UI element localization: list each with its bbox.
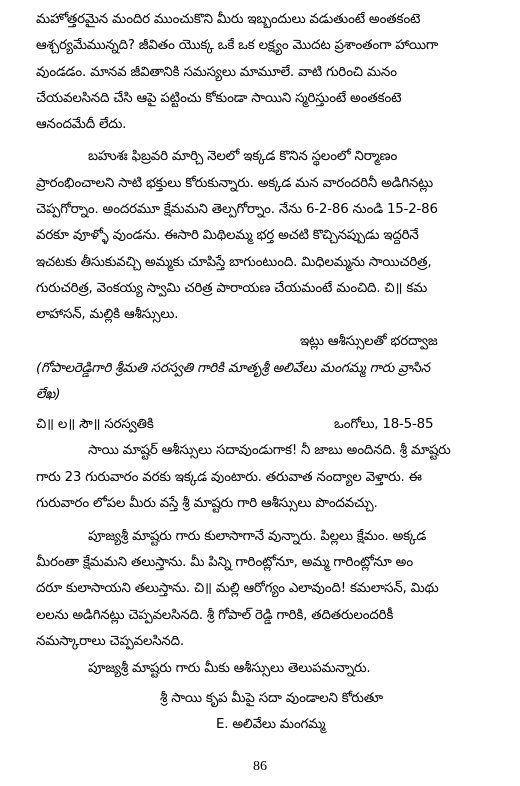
text-line: పూజ్యశ్రీ మాష్టరు గారు మీకు ఆశీస్సులు తెలుపమన్నారు. — [88, 661, 371, 676]
text-line: లలను అడిగినట్లు చెప్పవలసినది. శ్రీ గోపాల్ రెడ్డి గారికి, తదితరులందరికీ — [36, 608, 394, 623]
signature-line: ఇట్లు ఆశీస్సులతో భరద్వాజ — [300, 334, 438, 349]
text-line: దరూ కులాసాయని తలుస్తాను. చి॥ మల్లి ఆరోగ్యం ఎలావుంది! కమలాసన్, మిథు — [36, 581, 439, 596]
text-line: ఆశ్చర్యమేమున్నది? జీవితం యొక్క ఒకే ఒక లక్ష్యం మొదట ప్రశాంతంగా హాయిగా — [36, 38, 439, 53]
text-line: ఇచటకు తీసుకువచ్చి అమ్మకు చూపిస్తే బాగుంటుంది. మిధిలమ్మను సాయిచరిత్ర, — [36, 255, 432, 270]
text-line: గారు 23 గురువారం వరకు ఇక్కడ వుంటారు. తరువాత నంద్యాల వెళ్తారు. ఈ — [36, 470, 422, 485]
text-line: గురువారం లోపల మీరు వస్తే శ్రీ మాష్టరు గారి ఆశీస్సులు పొందవచ్చు. — [36, 496, 378, 511]
text-line: చేయవలసినది చేసి ఆపై పట్టించు కోకుండా సాయిని స్మరిస్తుంటే అంతకంటె — [36, 91, 402, 106]
text-line: గురుచరిత్ర, వెంకయ్య స్వామి చరిత్ర పారాయణ చేయమంటే మంచిది. చి॥ కమ — [36, 281, 428, 296]
text-line: చెప్పగోర్నాం. అందరమూ క్షేమమని తెల్పగోర్నాం. నేను 6-2-86 నుండి 15-2-86 — [36, 202, 438, 217]
text-line: లాహాసన్, మల్లికి ఆశీస్సులు. — [36, 307, 179, 322]
closing-line: శ్రీ సాయి కృప మీపై సదా వుండాలని కోరుతూ — [160, 691, 383, 706]
text-line: బహుశః ఫిబ్రవరి మార్చి నెలలో ఇక్కడ కొనిన స్థలంలో నిర్మాణం — [88, 149, 398, 164]
text-line: ఆనందమేదీ లేదు. — [36, 117, 127, 132]
text-line: నమస్కారాలు చెప్పవలసినది. — [36, 634, 184, 649]
place-date: ఒంగోలు, 18-5-85 — [334, 417, 434, 432]
text-line: పూజ్యశ్రీ మాష్టరు గారు కులాసాగానే వున్నారు. పిల్లలు క్షేమం. అక్కడ — [88, 529, 427, 544]
text-line: వరకూ వూళ్ళో వుండను. ఈసారి మిథిలమ్మ భర్త అచటి కొచ్చినప్పుడు ఇద్దరినే — [36, 228, 419, 243]
text-line: సాయి మాష్టర్ ఆశీస్సులు సదావుండుగాక! నీ జాబు అందినది. శ్రీ మాష్టరు — [88, 443, 451, 458]
signature-line: E. అలివేలు మంగమ్మ — [216, 717, 326, 732]
text-line: మహోత్తరమైన మందిర ముంచుకొని మీరు ఇబ్బందులు వడుతుంటే అంతకంటె — [36, 12, 421, 27]
text-line: వుండడం. మానవ జీవితానికి సమస్యలు మామూలే. వాటి గురించి మనం — [36, 65, 397, 80]
letter-heading: (గోపాలరెడ్డిగారి శ్రీమతి సరస్వతి గారికి మాతృశ్రీ అలివేలు మంగమ్మ గారు వ్రాసిన — [36, 361, 430, 376]
page-number: 86 — [253, 759, 267, 774]
salutation: చి॥ ల॥ సౌ॥ సరస్వతికి — [36, 417, 154, 432]
text-line: మీరంతా క్షేమమని తలుస్తాను. మీ పిన్ని గారింట్లోనూ, అమ్మ గారింట్లోనూ అం — [36, 555, 413, 570]
text-line: ప్రారంభించాలని సాటి భక్తులు కోరుకున్నారు. అక్కడ మన వారందరినీ అడిగినట్లు — [36, 176, 433, 191]
letter-heading: లేఖ) — [36, 387, 61, 402]
